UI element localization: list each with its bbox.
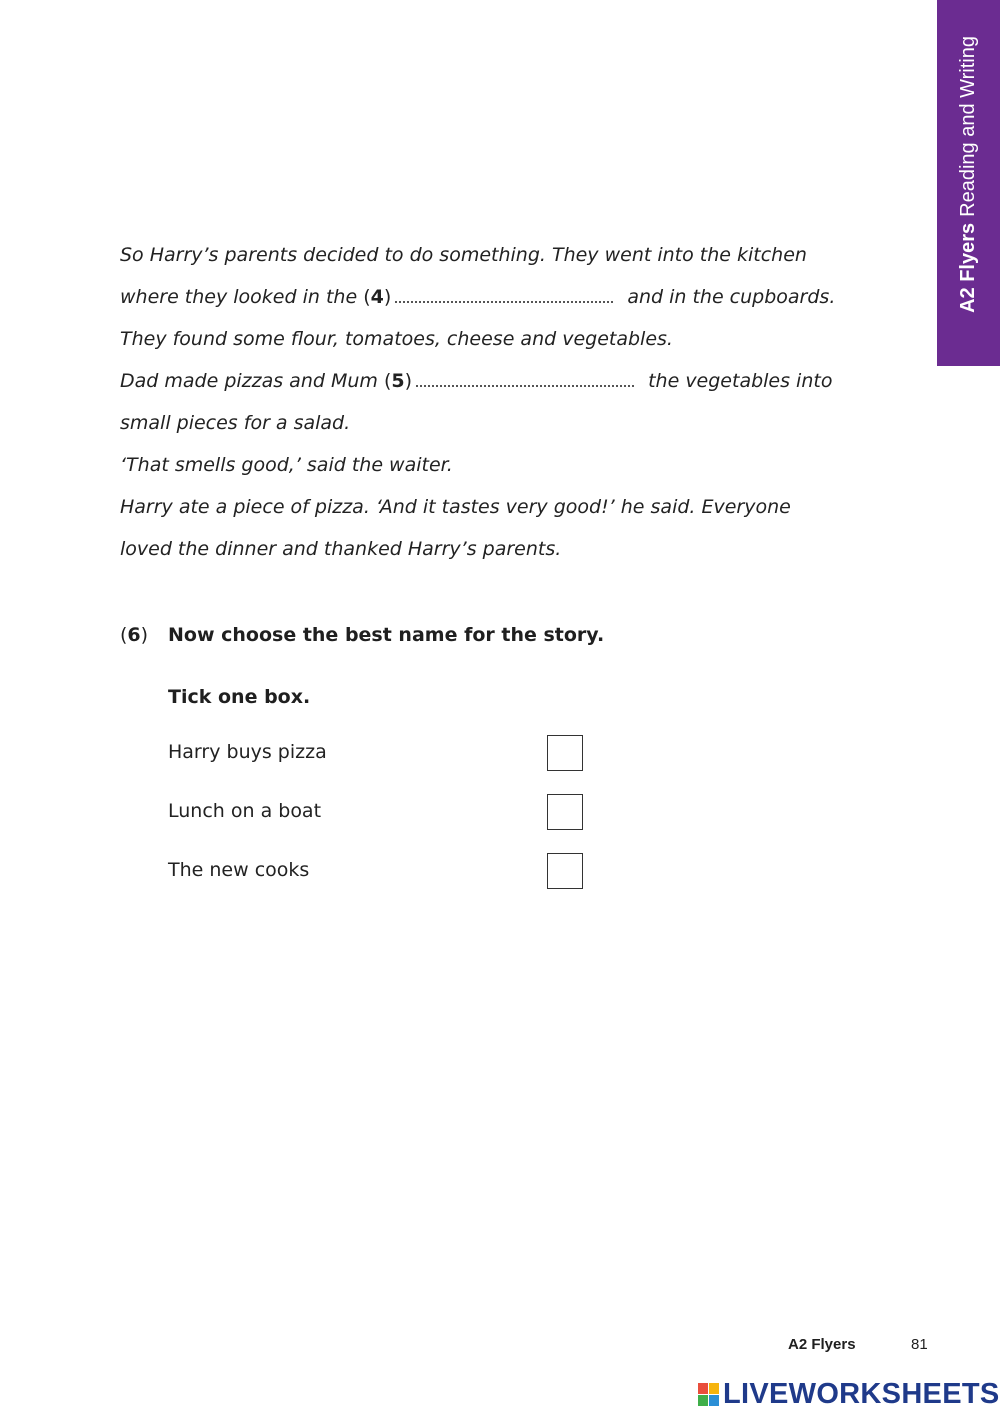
- liveworksheets-logo-icon: [698, 1383, 719, 1406]
- option-row: [168, 735, 588, 775]
- section-tab-label: [937, 0, 1000, 366]
- option-row: [168, 853, 588, 893]
- story-line: ‘That smells good,’ said the waiter.: [120, 454, 453, 476]
- liveworksheets-logo: [698, 1378, 1000, 1410]
- page-number: 81: [911, 1336, 928, 1353]
- tick-box[interactable]: [547, 794, 583, 830]
- tick-box[interactable]: [547, 735, 583, 771]
- section-tab-level: A2 Flyers: [957, 222, 979, 313]
- option-label: Harry buys pizza: [168, 741, 327, 763]
- gap-number-5: (5): [383, 370, 413, 392]
- story-line: Harry ate a piece of pizza. ‘And it tastes very good!’ he said. Everyone: [120, 496, 791, 518]
- story-line: small pieces for a salad.: [120, 412, 351, 434]
- question-6: [120, 624, 604, 646]
- section-tab-section: Reading and Writing: [957, 36, 979, 217]
- gap-number-4: (4): [363, 286, 392, 308]
- section-tab: [937, 0, 1000, 366]
- story-line: loved the dinner and thanked Harry’s parents.: [120, 538, 562, 560]
- story-text: [120, 234, 840, 570]
- footer-title: A2 Flyers: [788, 1336, 856, 1353]
- liveworksheets-logo-text: LIVEWORKSHEETS: [723, 1377, 1000, 1410]
- question-number: (6): [120, 624, 149, 646]
- answer-blank-4[interactable]: [395, 281, 613, 303]
- tick-instruction: Tick one box.: [168, 686, 311, 708]
- story-line: where they looked in the (4) and in the cupboards.: [120, 276, 840, 318]
- option-row: [168, 794, 588, 834]
- story-line: Dad made pizzas and Mum (5) the vegetables into: [120, 360, 840, 402]
- answer-blank-5[interactable]: [416, 365, 634, 387]
- question-prompt: Now choose the best name for the story.: [168, 624, 605, 646]
- story-line: They found some flour, tomatoes, cheese and vegetables.: [120, 328, 673, 350]
- story-line: So Harry’s parents decided to do something. They went into the kitchen: [120, 244, 807, 266]
- option-label: The new cooks: [168, 859, 310, 881]
- option-label: Lunch on a boat: [168, 800, 322, 822]
- tick-box[interactable]: [547, 853, 583, 889]
